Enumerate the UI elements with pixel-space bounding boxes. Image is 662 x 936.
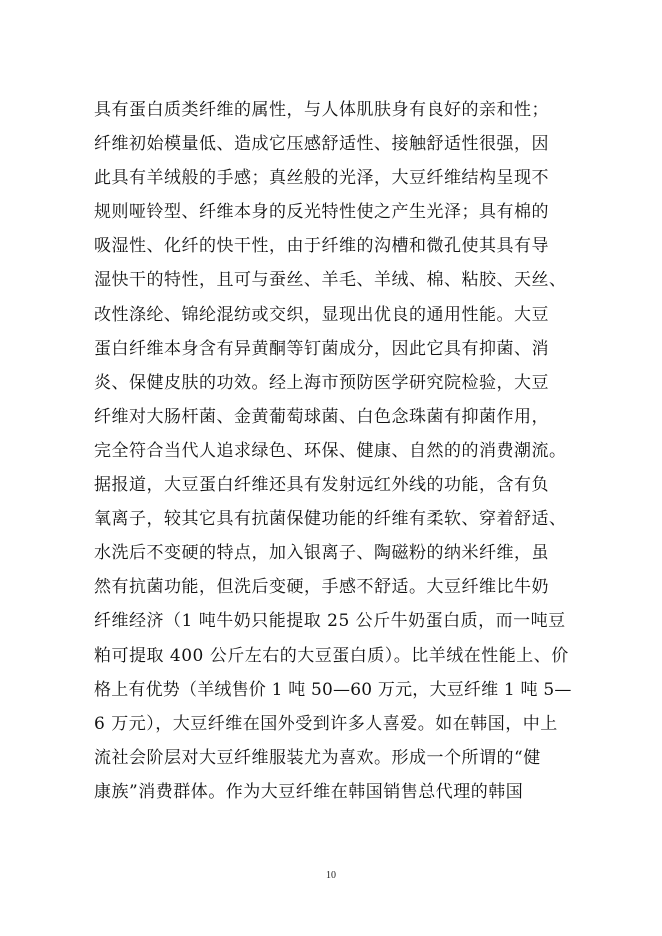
text-line: 粕可提取 400 公斤左右的大豆蛋白质）。比羊绒在性能上、价 xyxy=(94,645,569,666)
text-line: 格上有优势（羊绒售价 1 吨 50—60 万元，大豆纤维 1 吨 5— xyxy=(94,679,572,700)
text-line: 康族”消费群体。作为大豆纤维在韩国销售总代理的韩国 xyxy=(94,781,524,802)
text-line: 吸湿性、化纤的快干性，由于纤维的沟槽和微孔使其具有导 xyxy=(94,236,549,257)
text-line: 6 万元），大豆纤维在国外受到许多人喜爱。如在韩国，中上 xyxy=(94,713,558,734)
text-line: 炎、保健皮肤的功效。经上海市预防医学研究院检验，大豆 xyxy=(94,372,549,393)
text-line: 具有蛋白质类纤维的属性，与人体肌肤身有良好的亲和性； xyxy=(94,100,549,120)
text-line: 然有抗菌功能，但洗后变硬，手感不舒适。大豆纤维比牛奶 xyxy=(94,577,549,598)
text-line: 完全符合当代人追求绿色、环保、健康、自然的的消费潮流。 xyxy=(94,440,567,461)
text-line: 纤维初始模量低、造成它压感舒适性、接触舒适性很强，因 xyxy=(94,134,549,155)
text-line: 蛋白纤维本身含有异黄酮等钉菌成分，因此它具有抑菌、消 xyxy=(94,338,549,359)
text-line: 据报道，大豆蛋白纤维还具有发射远红外线的功能，含有负 xyxy=(94,475,549,496)
page-number: 10 xyxy=(326,870,336,881)
text-line: 纤维经济（1 吨牛奶只能提取 25 公斤牛奶蛋白质，而一吨豆 xyxy=(94,611,566,632)
text-line: 此具有羊绒般的手感；真丝般的光泽，大豆纤维结构呈现不 xyxy=(94,168,549,189)
text-line: 改性涤纶、锦纶混纺或交织，显现出优良的通用性能。大豆 xyxy=(94,304,549,325)
text-line: 规则哑铃型、纤维本身的反光特性使之产生光泽；具有棉的 xyxy=(94,202,549,223)
text-line: 湿快干的特性，且可与蚕丝、羊毛、羊绒、棉、粘胶、天丝、 xyxy=(94,270,567,291)
text-line: 水洗后不变硬的特点，加入银离子、陶磁粉的纳米纤维，虽 xyxy=(94,543,549,564)
text-line: 氧离子，较其它具有抗菌保健功能的纤维有柔软、穿着舒适、 xyxy=(94,509,567,530)
text-line: 流社会阶层对大豆纤维服装尤为喜欢。形成一个所谓的“健 xyxy=(94,747,541,768)
body-paragraph xyxy=(94,93,574,809)
text-line: 纤维对大肠杆菌、金黄葡萄球菌、白色念珠菌有抑菌作用， xyxy=(94,406,549,427)
